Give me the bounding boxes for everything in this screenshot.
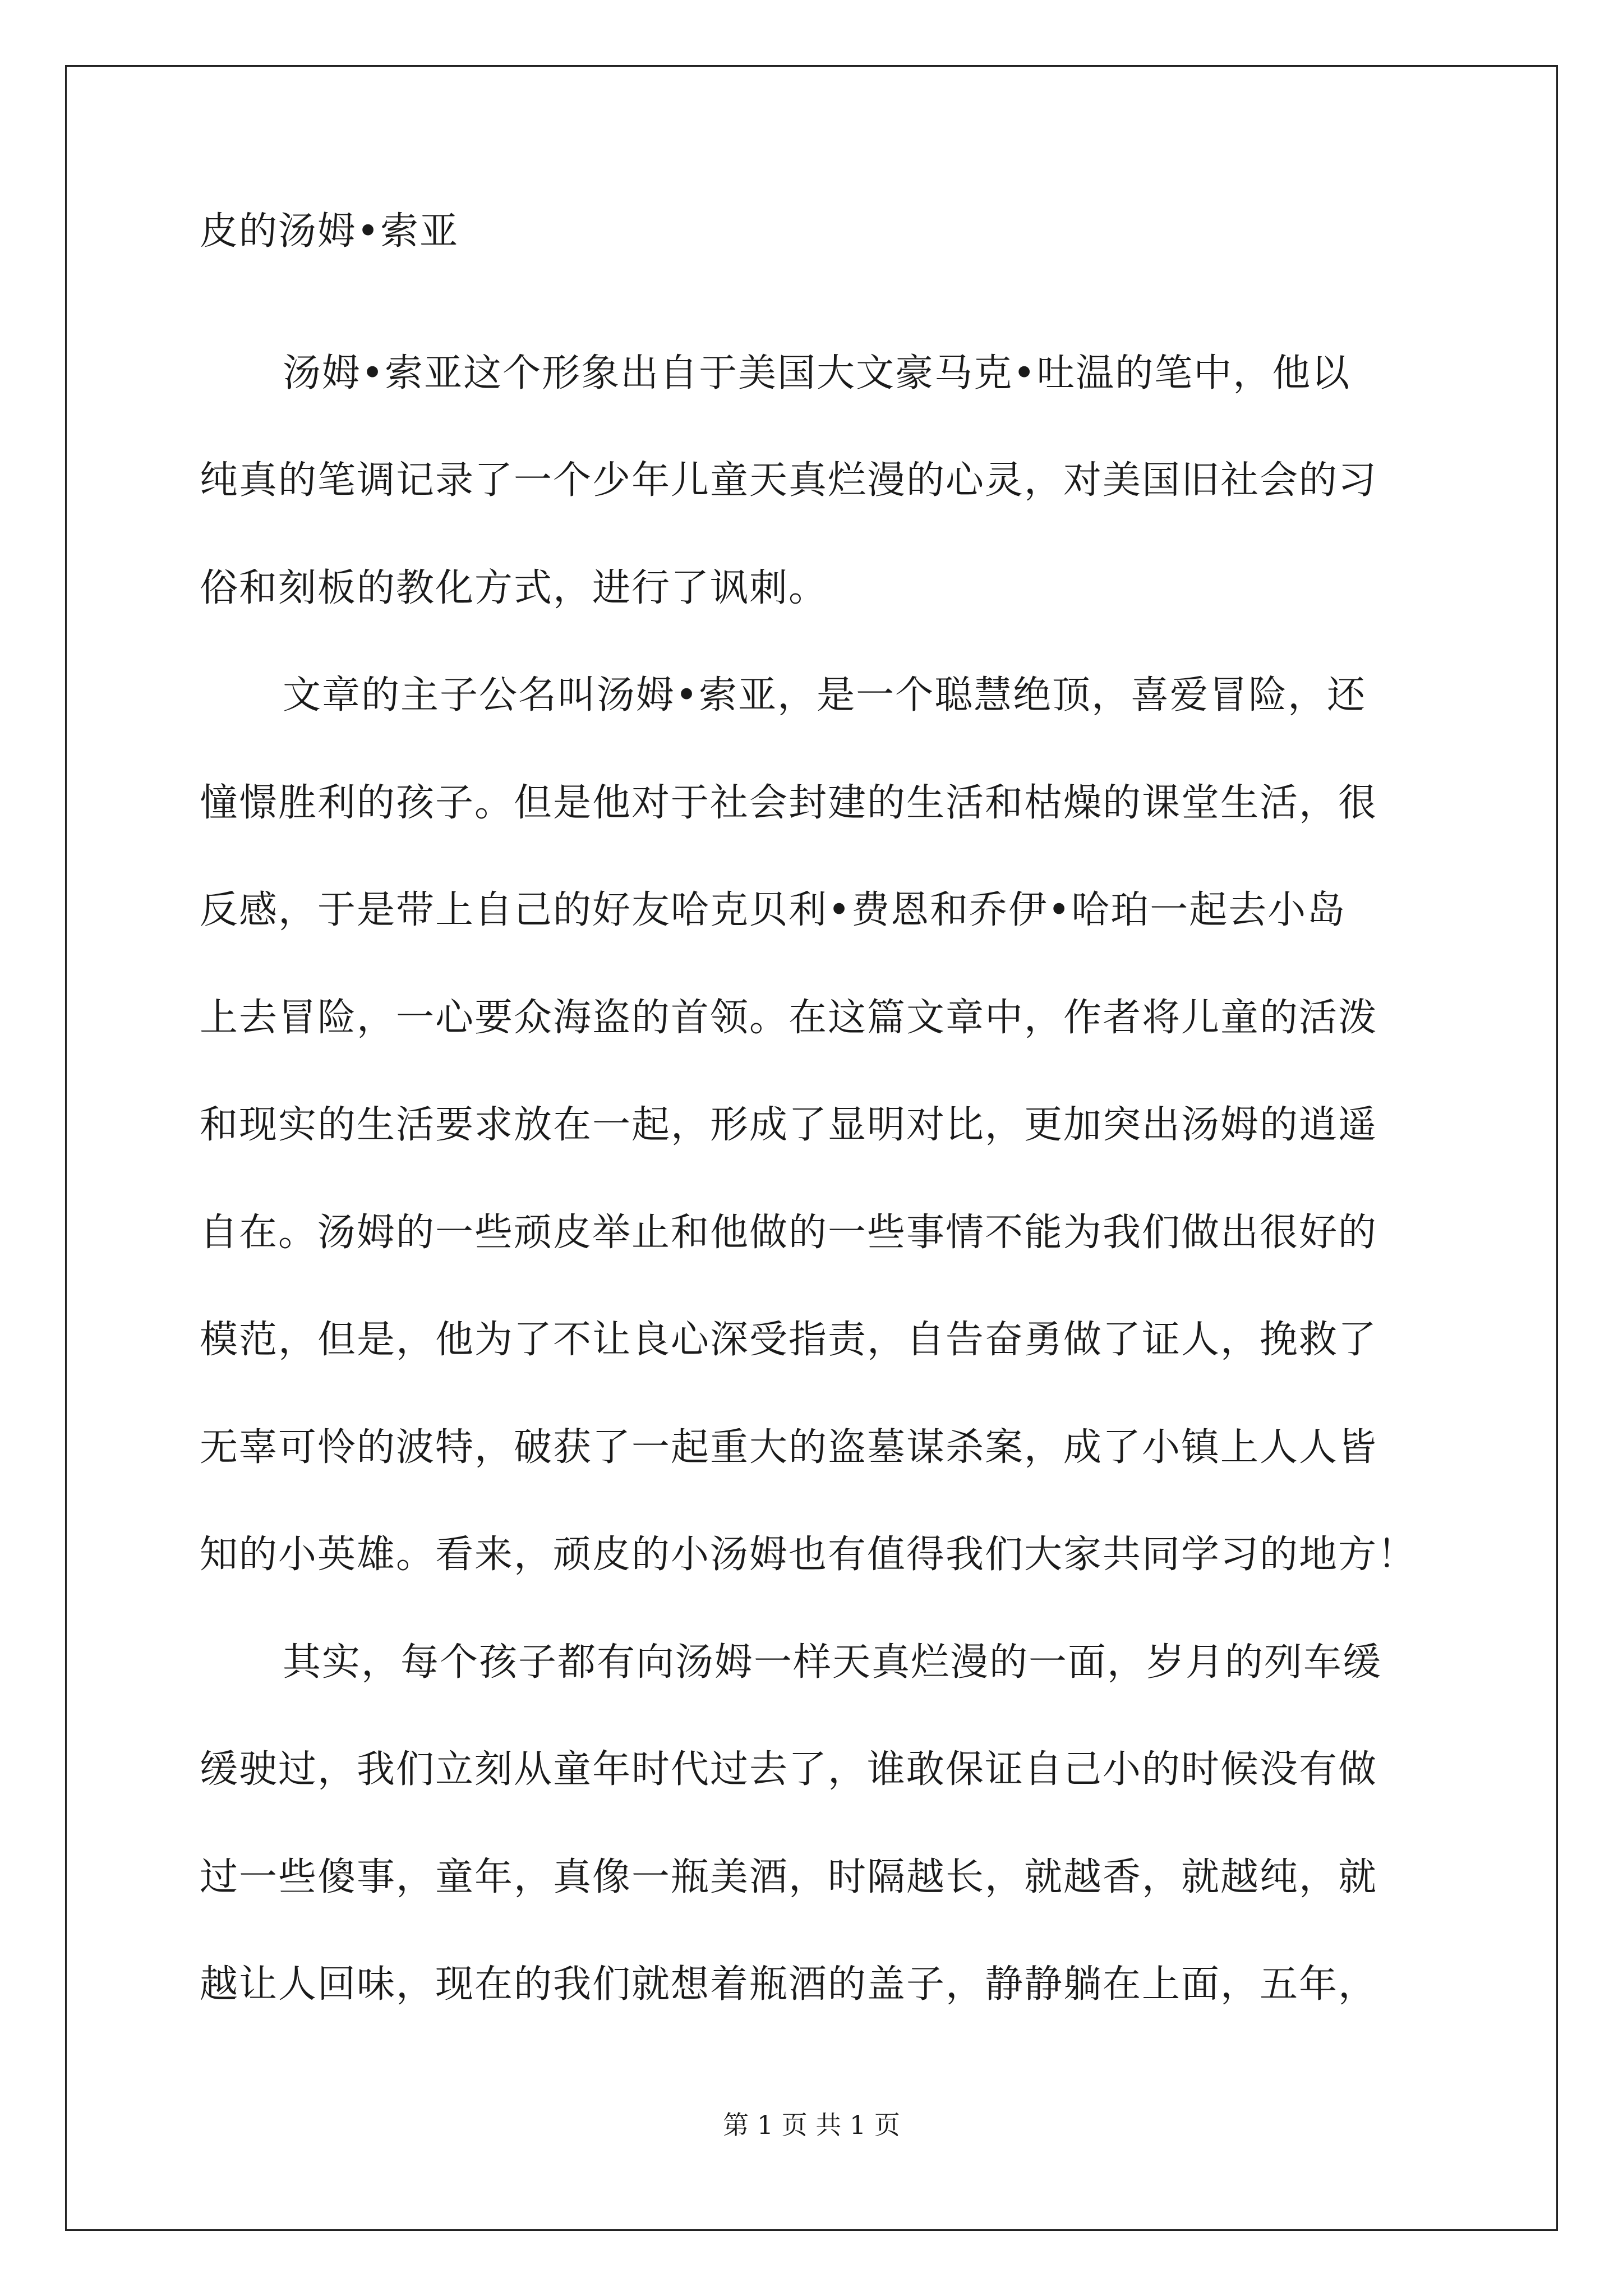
- text-line: 纯真的笔调记录了一个少年儿童天真烂漫的心灵，对美国旧社会的习: [200, 458, 1378, 503]
- page-footer: 第 1 页 共 1 页: [723, 2110, 900, 2140]
- paragraph-start-line: 汤姆•索亚这个形象出自于美国大文豪马克•吐温的笔中，他以: [283, 351, 1351, 395]
- document-body: [200, 209, 1433, 2039]
- text-line: 和现实的生活要求放在一起，形成了显明对比，更加突出汤姆的逍遥: [200, 1103, 1378, 1147]
- text-line: 自在。汤姆的一些顽皮举止和他做的一些事情不能为我们做出很好的: [200, 1210, 1378, 1255]
- text-line: 憧憬胜利的孩子。但是他对于社会封建的生活和枯燥的课堂生活，很: [200, 780, 1378, 825]
- text-line: 模范，但是，他为了不让良心深受指责，自告奋勇做了证人，挽救了: [200, 1318, 1378, 1362]
- text-line: 皮的汤姆•索亚: [200, 209, 459, 254]
- text-line: 无辜可怜的波特，破获了一起重大的盗墓谋杀案，成了小镇上人人皆: [200, 1425, 1378, 1470]
- text-line: 过一些傻事，童年，真像一瓶美酒，时隔越长，就越香，就越纯，就: [200, 1855, 1378, 1899]
- text-line: 缓驶过，我们立刻从童年时代过去了，谁敢保证自己小的时候没有做: [200, 1747, 1378, 1792]
- text-line: 知的小英雄。看来，顽皮的小汤姆也有值得我们大家共同学习的地方！: [200, 1533, 1417, 1577]
- text-line: 上去冒险，一心要众海盗的首领。在这篇文章中，作者将儿童的活泼: [200, 995, 1378, 1040]
- text-line: 反感，于是带上自己的好友哈克贝利•费恩和乔伊•哈珀一起去小岛: [200, 888, 1347, 932]
- text-line: 越让人回味，现在的我们就想着瓶酒的盖子，静静躺在上面，五年，: [200, 1962, 1378, 2007]
- text-line: 俗和刻板的教化方式，进行了讽刺。: [200, 565, 828, 610]
- paragraph-start-line: 其实，每个孩子都有向汤姆一样天真烂漫的一面，岁月的列车缓: [283, 1640, 1382, 1685]
- paragraph-start-line: 文章的主子公名叫汤姆•索亚，是一个聪慧绝顶，喜爱冒险，还: [283, 673, 1367, 717]
